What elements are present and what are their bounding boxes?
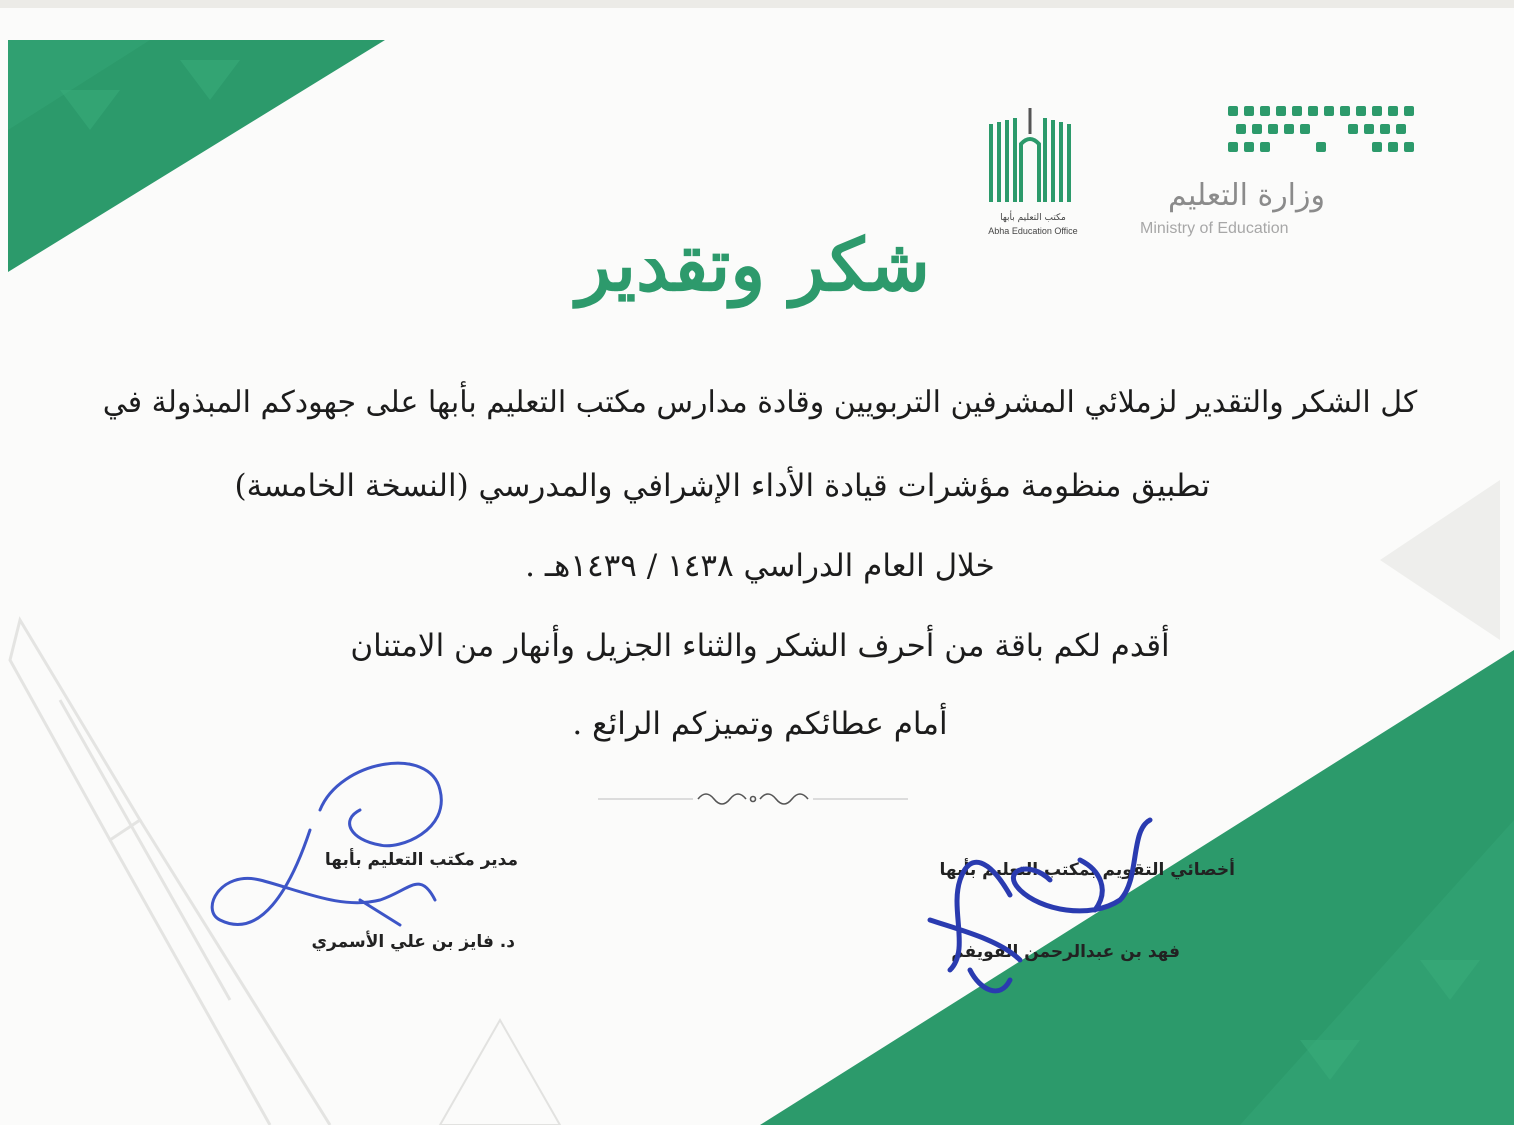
- abha-office-name-arabic: مكتب التعليم بأبها: [1000, 213, 1066, 223]
- right-signatory-name: فهد بن عبدالرحمن القويفم: [951, 942, 1180, 962]
- watermark-shape: [440, 1020, 560, 1125]
- left-signatory-name: د. فايز بن علي الأسمري: [311, 932, 515, 952]
- ornamental-divider: [598, 786, 908, 812]
- body-line-1: كل الشكر والتقدير لزملائي المشرفين التربويين وقادة مدارس مكتب التعليم بأبها على جهودكم المبذولة في: [102, 385, 1418, 420]
- ministry-name-arabic: وزارة التعليم: [1167, 178, 1325, 213]
- right-signatory-title: أخصائي التقويم بمكتب التعليم بأبها: [939, 860, 1235, 880]
- ministry-name-english: Ministry of Education: [1140, 220, 1289, 237]
- left-signatory-title: مدير مكتب التعليم بأبها: [324, 850, 518, 870]
- right-signature: [890, 800, 1190, 1010]
- watermark-shape: [1380, 480, 1500, 640]
- body-line-2: تطبيق منظومة مؤشرات قيادة الأداء الإشرافي والمدرسي (النسخة الخامسة): [234, 468, 1210, 504]
- abha-office-name-english: Abha Education Office: [988, 226, 1078, 236]
- ministry-logo-mark: [1228, 100, 1414, 166]
- left-signature: [200, 750, 460, 940]
- abha-office-logo-mark: [985, 104, 1080, 210]
- certificate-title: شكر وتقدير: [576, 222, 930, 307]
- body-line-5: أمام عطائكم وتميزكم الرائع .: [572, 706, 948, 742]
- body-line-3: خلال العام الدراسي ١٤٣٨ / ١٤٣٩هـ .: [525, 548, 995, 584]
- body-line-4: أقدم لكم باقة من أحرف الشكر والثناء الجزيل وأنهار من الامتنان: [350, 628, 1170, 664]
